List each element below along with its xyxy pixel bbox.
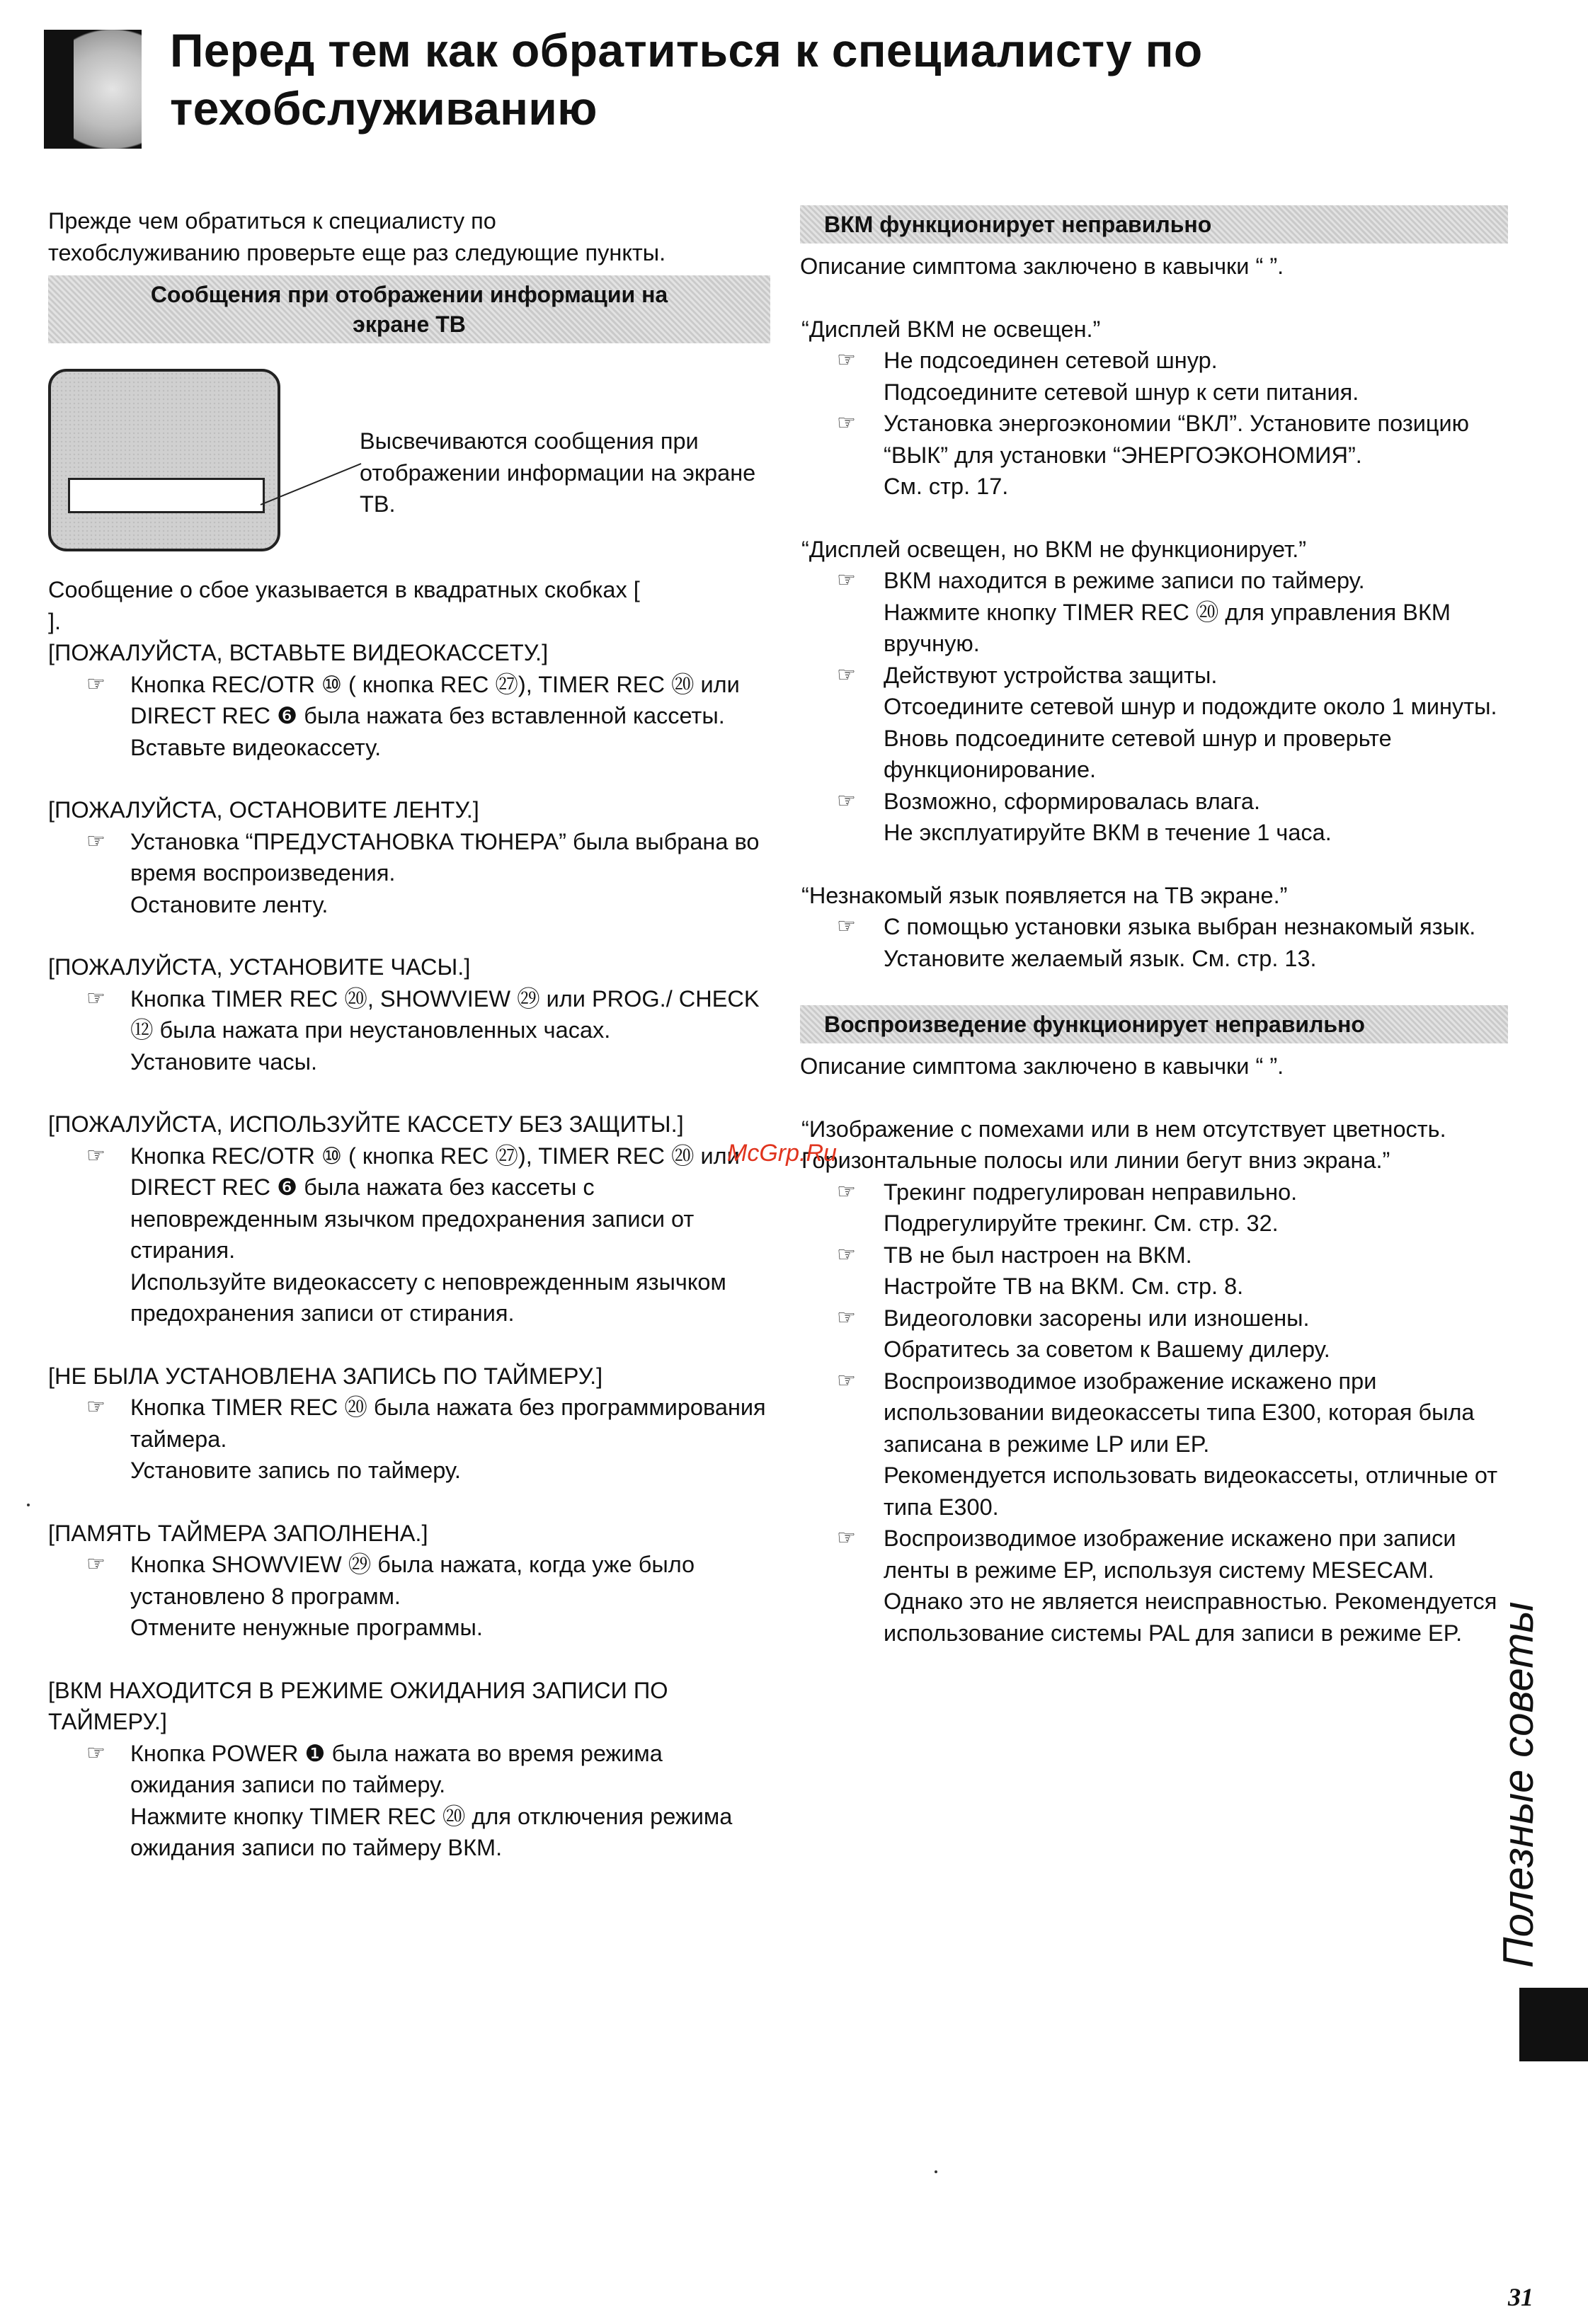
tv-illustration [48, 369, 770, 574]
symptom-unknown-language: “Незнакомый язык появляется на ТВ экране.” [801, 882, 1288, 908]
remedy-text: Вставьте видеокассету. [130, 734, 382, 760]
cause-item [48, 1549, 770, 1612]
remedy-text: Установите запись по таймеру. [130, 1458, 461, 1483]
cause-item: ☞ Возможно, сформировалась влага. [800, 786, 1508, 818]
symptom-picture-noise: “Изображение с помехами или в нем отсутствует цветность. Горизонтальные полосы или линии бегут вниз экрана.” [801, 1116, 1446, 1173]
pointing-hand-icon: ☞ [837, 1179, 856, 1203]
right-column [800, 205, 1508, 1649]
cause-item [48, 1392, 770, 1455]
error-message-title: [ВКМ НАХОДИТСЯ В РЕЖИМЕ ОЖИДАНИЯ ЗАПИСИ ПО ТАЙМЕРУ.] [48, 1677, 668, 1734]
cause-text: Установка “ПРЕДУСТАНОВКА ТЮНЕРА” была выбрана во время воспроизведения. [130, 828, 760, 886]
remedy-text: Используйте видеокассету с неповрежденным язычком предохранения записи от стирания. [130, 1269, 726, 1326]
remedy-text: Подрегулируйте трекинг. См. стр. 32. [884, 1210, 1279, 1236]
brackets-note: Сообщение о сбое указывается в квадратных скобках [ ]. [48, 577, 640, 634]
pointing-hand-icon: ☞ [837, 789, 856, 813]
pointing-hand-icon: ☞ [837, 568, 856, 592]
symptom-display-off: “Дисплей ВКМ не освещен.” [801, 316, 1101, 342]
remedy-text: Нажмите кнопку TIMER REC ⑳ для отключения режима ожидания записи по таймеру ВКМ. [130, 1803, 733, 1860]
remedy-text: Установите желаемый язык. См. стр. 13. [884, 945, 1317, 971]
pointing-hand-icon: ☞ [86, 1143, 105, 1167]
watermark[interactable]: McGrp.Ru [727, 1140, 837, 1167]
scan-speck [935, 2170, 937, 2173]
tv-message-bar [68, 478, 265, 513]
remedy-text: Рекомендуется использовать видеокассеты, отличные от типа E300. [884, 1462, 1498, 1520]
cause-item [48, 983, 770, 1046]
tv-caption: Высвечиваются сообщения при отображении информации на экране ТВ. [360, 428, 756, 517]
cause-item: ☞ С помощью установки языка выбран незнакомый язык. [800, 911, 1508, 943]
cause-text: Кнопка TIMER REC ⑳, SHOWVIEW ㉙ или PROG./ CHECK ⑫ была нажата при неустановленных часах. [130, 985, 760, 1043]
pointing-hand-icon: ☞ [837, 1368, 856, 1392]
remedy-text: Обратитесь за советом к Вашему дилеру. [884, 1336, 1330, 1362]
pointing-hand-icon: ☞ [837, 348, 856, 372]
remedy-text: Остановите ленту. [130, 891, 329, 917]
error-message-title: [НЕ БЫЛА УСТАНОВЛЕНА ЗАПИСЬ ПО ТАЙМЕРУ.] [48, 1363, 603, 1389]
page-title [170, 21, 1373, 137]
banner-line1: Сообщения при отображении информации на [150, 282, 668, 307]
cause-text: Кнопка SHOWVIEW ㉙ была нажата, когда уже было установлено 8 программ. [130, 1552, 695, 1609]
tv-screen-icon [48, 369, 280, 551]
remedy-text: Установите часы. [130, 1048, 318, 1075]
cause-item: ☞ ТВ не был настроен на ВКМ. [800, 1240, 1508, 1271]
pointing-hand-icon: ☞ [86, 829, 105, 853]
callout-line [258, 461, 364, 510]
intro-text: Прежде чем обратиться к специалисту по техобслуживанию проверьте еще раз следующие пункты. [48, 208, 666, 265]
scan-speck [27, 1504, 30, 1506]
cause-item [48, 826, 770, 889]
symptom-no-function: “Дисплей освещен, но ВКМ не функционирует.” [801, 536, 1307, 562]
remedy-text: Отмените ненужные программы. [130, 1615, 483, 1640]
symptom-desc-1: Описание симптома заключено в кавычки “ ”. [800, 253, 1284, 279]
banner-line2: экране ТВ [353, 311, 466, 337]
left-sections [48, 637, 770, 1864]
pointing-hand-icon: ☞ [86, 986, 105, 1010]
remedy-text: См. стр. 17. [884, 474, 1009, 499]
page-title-line2: техобслуживанию [170, 82, 598, 134]
remedy-text: Отсоедините сетевой шнур и подождите около 1 минуты. Вновь подсоедините сетевой шнур и проверьте функционирование. [884, 694, 1497, 782]
error-message-title: [ПОЖАЛУЙСТА, УСТАНОВИТЕ ЧАСЫ.] [48, 954, 471, 980]
cause-item: ☞ Видеоголовки засорены или изношены. [800, 1303, 1508, 1334]
cause-item: ☞ Трекинг подрегулирован неправильно. [800, 1177, 1508, 1208]
cause-text: Кнопка REC/OTR ⑩ ( кнопка REC ㉗), TIMER REC ⑳ или DIRECT REC ❻ была нажата без вставленной кассеты. [130, 671, 740, 728]
left-column [48, 205, 770, 1864]
cause-item [48, 1140, 770, 1266]
cause-item: ☞ Установка энергоэкономии “ВКЛ”. Установите позицию “ВЫК” для установки “ЭНЕРГОЭКОНОМИЯ”. [800, 408, 1508, 471]
side-tab-block [1519, 1988, 1588, 2061]
pointing-hand-icon: ☞ [86, 1741, 105, 1765]
symptom-desc-2: Описание симптома заключено в кавычки “ ”. [800, 1053, 1284, 1079]
pointing-hand-icon: ☞ [837, 663, 856, 687]
cause-item: ☞ Воспроизводимое изображение искажено при записи ленты в режиме EP, используя систему MESECAM. [800, 1523, 1508, 1586]
cause-item: ☞ Действуют устройства защиты. [800, 660, 1508, 692]
pointing-hand-icon: ☞ [86, 1395, 105, 1419]
pointing-hand-icon: ☞ [837, 1242, 856, 1266]
remedy-text: Однако это не является неисправностью. Рекомендуется использование системы PAL для записи в режиме EP. [884, 1589, 1497, 1646]
error-message-title: [ПАМЯТЬ ТАЙМЕРА ЗАПОЛНЕНА.] [48, 1520, 428, 1546]
remedy-text: Не эксплуатируйте ВКМ в течение 1 часа. [884, 820, 1332, 845]
pointing-hand-icon: ☞ [837, 915, 856, 938]
pointing-hand-icon: ☞ [837, 411, 856, 435]
cause-text: Кнопка REC/OTR ⑩ ( кнопка REC ㉗), TIMER REC ⑳ или DIRECT REC ❻ была нажата без кассеты с неповрежденным язычком предохранения записи от стирания. [130, 1143, 740, 1263]
vcr-malfunction-banner: ВКМ функционирует неправильно [800, 205, 1508, 244]
cause-item: ☞ Не подсоединен сетевой шнур. [800, 345, 1508, 377]
cause-item [48, 669, 770, 732]
cause-text: Кнопка TIMER REC ⑳ была нажата без программирования таймера. [130, 1395, 766, 1452]
cause-item: ☞ ВКМ находится в режиме записи по таймеру. [800, 565, 1508, 597]
remedy-text: Настройте ТВ на ВКМ. См. стр. 8. [884, 1273, 1244, 1299]
remedy-text: Нажмите кнопку TIMER REC ⑳ для управления ВКМ вручную. [884, 599, 1451, 656]
playback-malfunction-banner: Воспроизведение функционирует неправильно [800, 1005, 1508, 1043]
pointing-hand-icon: ☞ [86, 672, 105, 696]
pointing-hand-icon: ☞ [86, 1552, 105, 1576]
side-section-label: Полезные советы [1495, 1601, 1542, 1968]
page-title-line1: Перед тем как обратиться к специалисту по [170, 24, 1203, 76]
remedy-text: Подсоедините сетевой шнур к сети питания. [884, 379, 1359, 405]
error-message-title: [ПОЖАЛУЙСТА, ИСПОЛЬЗУЙТЕ КАССЕТУ БЕЗ ЗАЩИТЫ.] [48, 1111, 684, 1137]
cause-item: ☞ Воспроизводимое изображение искажено при использовании видеокассеты типа E300, которая была записана в режиме LP или EP. [800, 1366, 1508, 1460]
cause-text: Кнопка POWER ❶ была нажата во время режима ожидания записи по таймеру. [130, 1740, 663, 1797]
error-message-title: [ПОЖАЛУЙСТА, ОСТАНОВИТЕ ЛЕНТУ.] [48, 797, 479, 823]
title-tab-bar [44, 30, 74, 149]
pointing-hand-icon: ☞ [837, 1305, 856, 1329]
page-number: 31 [1508, 2283, 1533, 2311]
error-message-title: [ПОЖАЛУЙСТА, ВСТАВЬТЕ ВИДЕОКАССЕТУ.] [48, 640, 549, 665]
pointing-hand-icon: ☞ [837, 1526, 856, 1550]
cause-item [48, 1738, 770, 1801]
tv-messages-banner [48, 275, 770, 343]
